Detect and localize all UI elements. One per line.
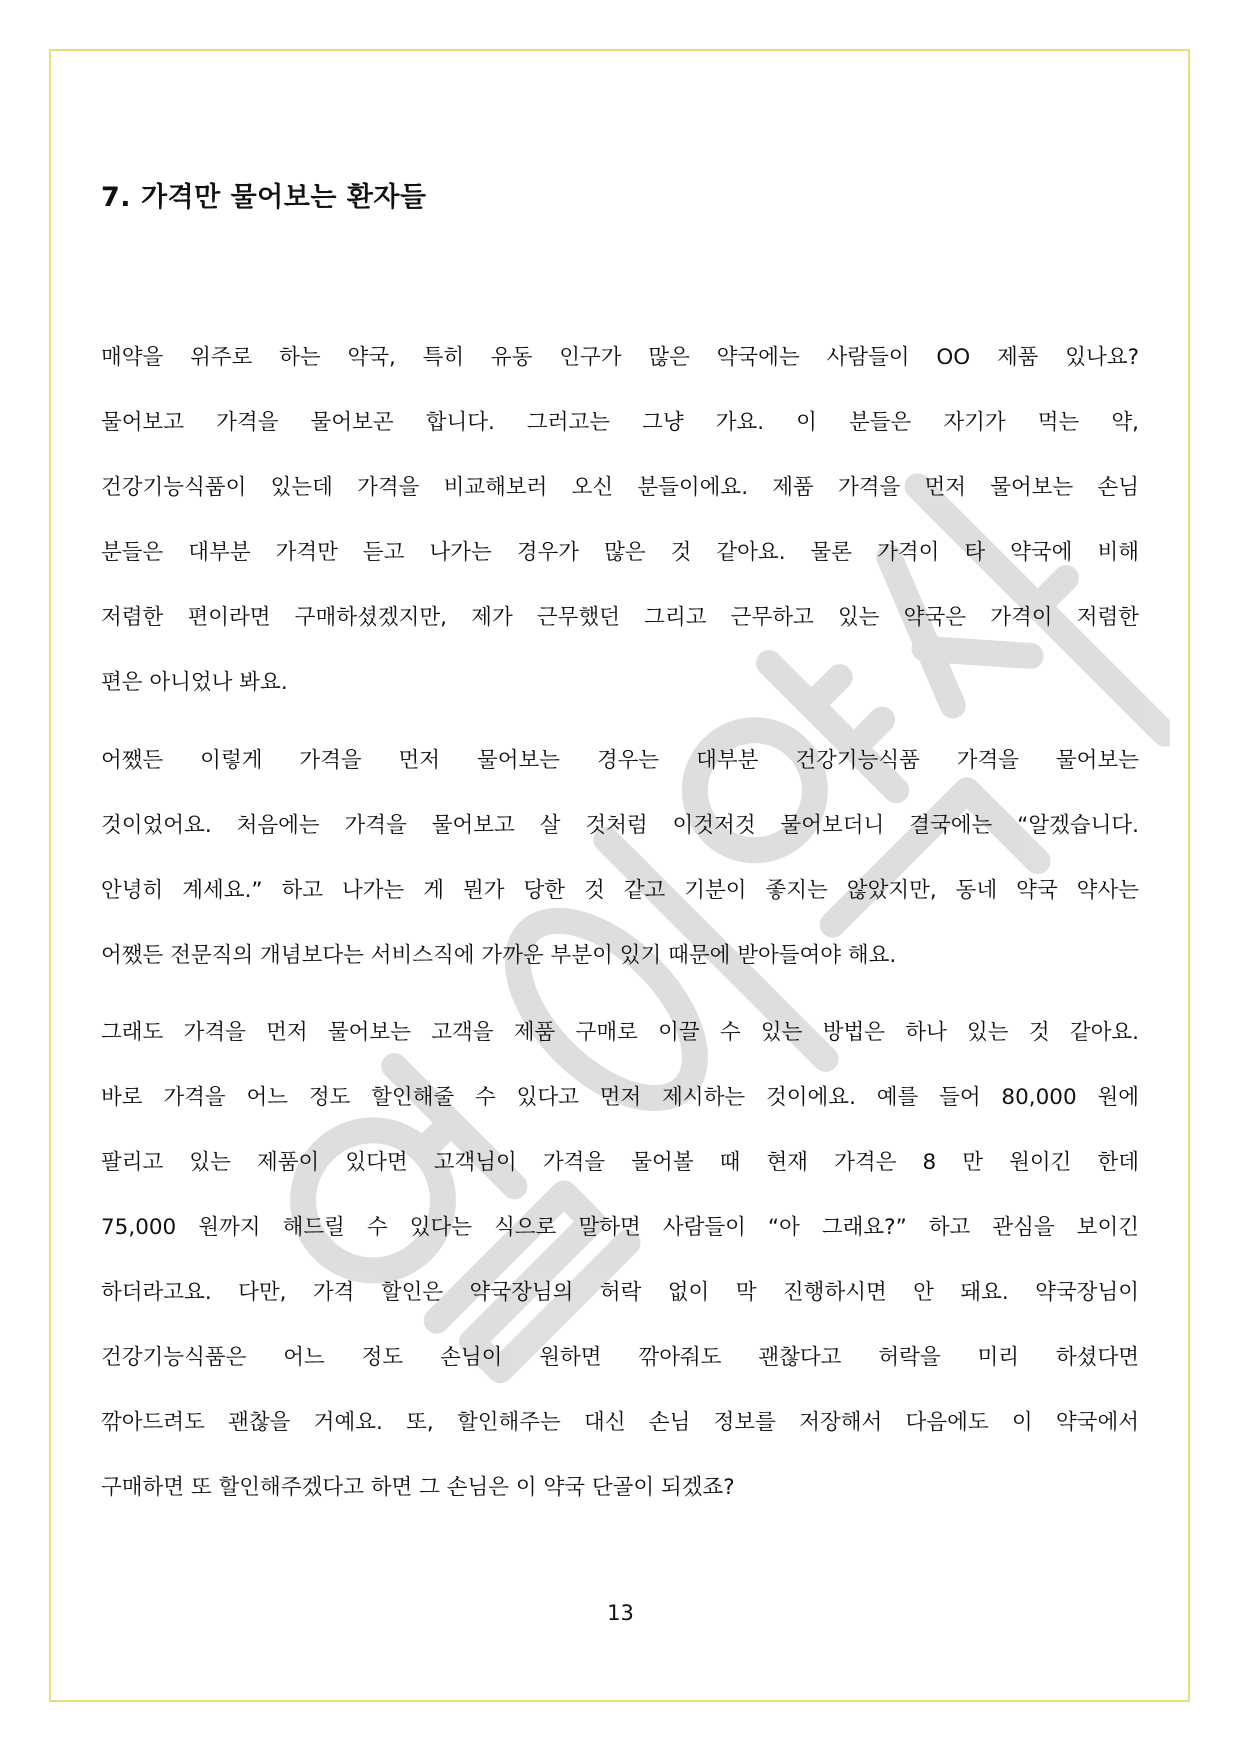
paragraph-line: 어쨌든 전문직의 개념보다는 서비스직에 가까운 부분이 있기 때문에 받아들여야 해요. <box>101 943 897 968</box>
paragraph-2 <box>101 728 1139 988</box>
paragraph-line: 건강기능식품이 있는데 가격을 비교해보러 오신 분들이에요. 제품 가격을 먼저 물어보는 손님 <box>101 475 1139 500</box>
paragraph-line: 저렴한 편이라면 구매하셨겠지만, 제가 근무했던 그리고 근무하고 있는 약국은 가격이 저렴한 <box>101 605 1139 630</box>
paragraph-line: 팔리고 있는 제품이 있다면 고객님이 가격을 물어볼 때 현재 가격은 8 만 원이긴 한데 <box>101 1150 1139 1175</box>
paragraph-line: 어쨌든 이렇게 가격을 먼저 물어보는 경우는 대부분 건강기능식품 가격을 물어보는 <box>101 748 1139 773</box>
paragraph-line: 건강기능식품은 어느 정도 손님이 원하면 깎아줘도 괜찮다고 허락을 미리 하셨다면 <box>101 1345 1139 1370</box>
paragraph-line: 매약을 위주로 하는 약국, 특히 유동 인구가 많은 약국에는 사람들이 OO 제품 있나요? <box>101 345 1139 370</box>
paragraph-line: 편은 아니었나 봐요. <box>101 670 288 695</box>
paragraph-1 <box>101 325 1139 715</box>
paragraph-line: 깎아드려도 괜찮을 거예요. 또, 할인해주는 대신 손님 정보를 저장해서 다음에도 이 약국에서 <box>101 1410 1139 1435</box>
paragraph-line: 분들은 대부분 가격만 듣고 나가는 경우가 많은 것 같아요. 물론 가격이 타 약국에 비해 <box>101 540 1139 565</box>
paragraph-line: 안녕히 계세요.” 하고 나가는 게 뭔가 당한 것 같고 기분이 좋지는 않았지만, 동네 약국 약사는 <box>101 878 1139 903</box>
page-number: 13 <box>607 1601 634 1625</box>
paragraph-line: 하더라고요. 다만, 가격 할인은 약국장님의 허락 없이 막 진행하시면 안 돼요. 약국장님이 <box>101 1280 1139 1305</box>
paragraph-3 <box>101 1000 1139 1520</box>
paragraph-line: 구매하면 또 할인해주겠다고 하면 그 손님은 이 약국 단골이 되겠죠? <box>101 1475 735 1500</box>
paragraph-line: 물어보고 가격을 물어보곤 합니다. 그러고는 그냥 가요. 이 분들은 자기가 먹는 약, <box>101 410 1139 435</box>
paragraph-line: 것이었어요. 처음에는 가격을 물어보고 살 것처럼 이것저것 물어보더니 결국에는 “알겠습니다. <box>101 813 1139 838</box>
paragraph-line: 75,000 원까지 해드릴 수 있다는 식으로 말하면 사람들이 “아 그래요?” 하고 관심을 보이긴 <box>101 1215 1139 1240</box>
paragraph-line: 바로 가격을 어느 정도 할인해줄 수 있다고 먼저 제시하는 것이에요. 예를 들어 80,000 원에 <box>101 1085 1139 1110</box>
section-heading: 7. 가격만 물어보는 환자들 <box>101 182 427 213</box>
paragraph-line: 그래도 가격을 먼저 물어보는 고객을 제품 구매로 이끌 수 있는 방법은 하나 있는 것 같아요. <box>101 1020 1139 1045</box>
